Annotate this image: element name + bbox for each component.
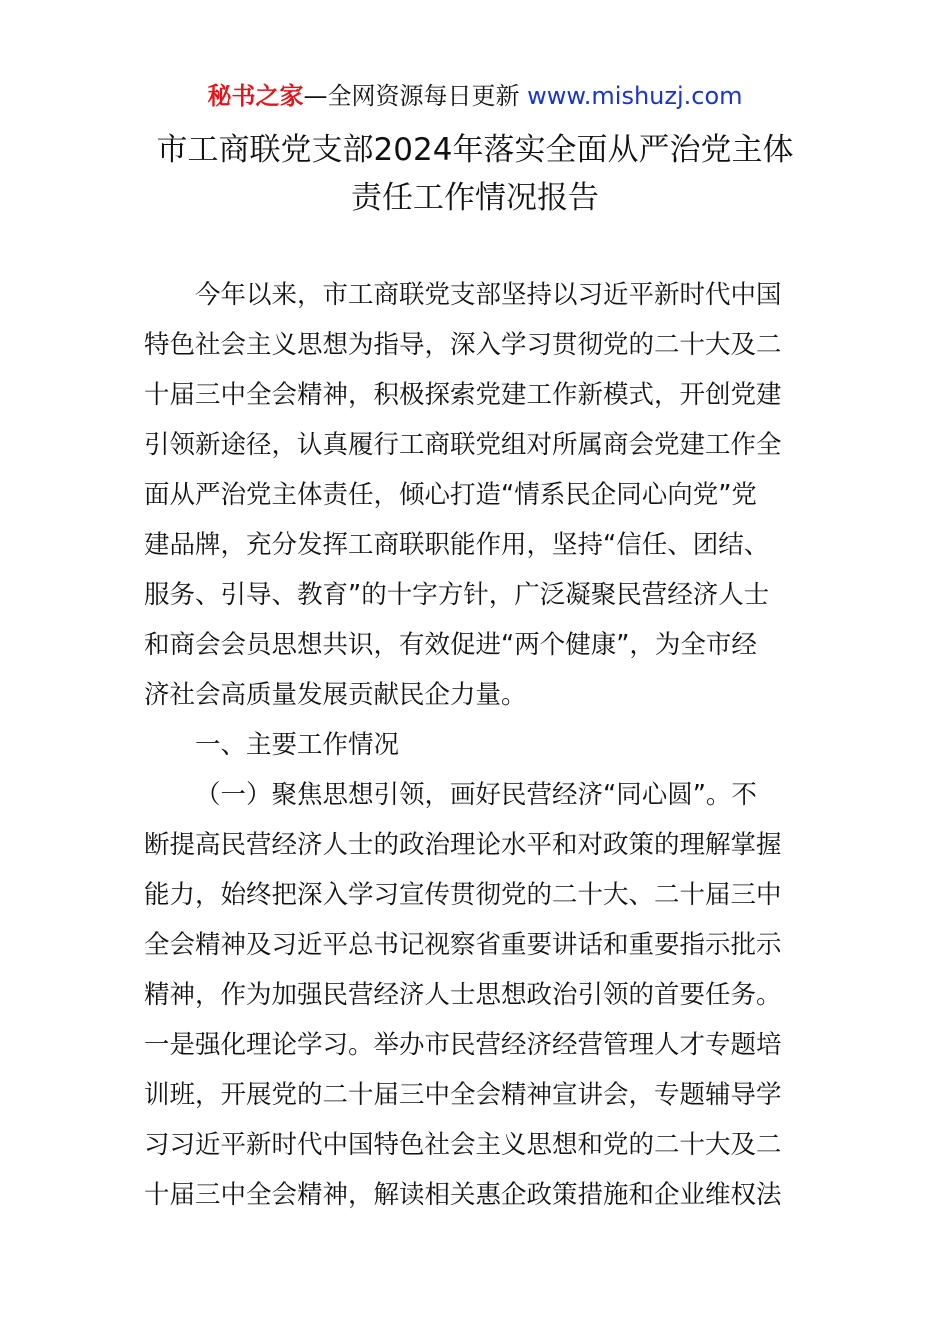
section-heading: 一、主要工作情况 <box>195 730 400 760</box>
paragraph-line: 训班，开展党的二十届三中全会精神宣讲会，专题辅导学 <box>144 1080 782 1110</box>
paragraph-line: 特色社会主义思想为指导，深入学习贯彻党的二十大及二 <box>144 330 782 360</box>
paragraph-line: 十届三中全会精神，解读相关惠企政策措施和企业维权法 <box>144 1180 782 1210</box>
site-banner <box>0 80 950 112</box>
site-url-link[interactable]: www.mishuzj.com <box>527 82 743 110</box>
brand-name: 秘书之家 <box>207 82 304 110</box>
paragraph-line: 一是强化理论学习。举办市民营经济经营管理人才专题培 <box>144 1030 782 1060</box>
paragraph-line: 服务、引导、教育”的十字方针，广泛凝聚民营经济人士 <box>144 580 770 610</box>
paragraph-line: 全会精神及习近平总书记视察省重要讲话和重要指示批示 <box>144 930 782 960</box>
title-line: 市工商联党支部2024年落实全面从严治党主体 <box>156 132 794 168</box>
title-line: 责任工作情况报告 <box>351 180 599 216</box>
paragraph-line: 能力，始终把深入学习宣传贯彻党的二十大、二十届三中 <box>144 880 782 910</box>
paragraph-line: 面从严治党主体责任，倾心打造“情系民企同心向党”党 <box>144 480 757 510</box>
subsection-heading-line: （一）聚焦思想引领，画好民营经济“同心圆”。不 <box>195 780 757 810</box>
paragraph-line: 习习近平新时代中国特色社会主义思想和党的二十大及二 <box>144 1130 782 1160</box>
paragraph-line: 断提高民营经济人士的政治理论水平和对政策的理解掌握 <box>144 830 782 860</box>
paragraph-line: 十届三中全会精神，积极探索党建工作新模式，开创党建 <box>144 380 782 410</box>
paragraph-line: 建品牌，充分发挥工商联职能作用，坚持“信任、团结、 <box>144 530 770 560</box>
banner-tagline: —全网资源每日更新 <box>303 82 528 110</box>
paragraph-line: 今年以来，市工商联党支部坚持以习近平新时代中国 <box>195 280 782 310</box>
paragraph-line: 精神，作为加强民营经济人士思想政治引领的首要任务。 <box>144 980 782 1010</box>
paragraph-line: 引领新途径，认真履行工商联党组对所属商会党建工作全 <box>144 430 782 460</box>
document-body <box>144 270 809 1220</box>
document-title <box>100 126 850 222</box>
paragraph-line: 济社会高质量发展贡献民企力量。 <box>144 680 527 710</box>
paragraph-line: 和商会会员思想共识，有效促进“两个健康”，为全市经 <box>144 630 757 660</box>
